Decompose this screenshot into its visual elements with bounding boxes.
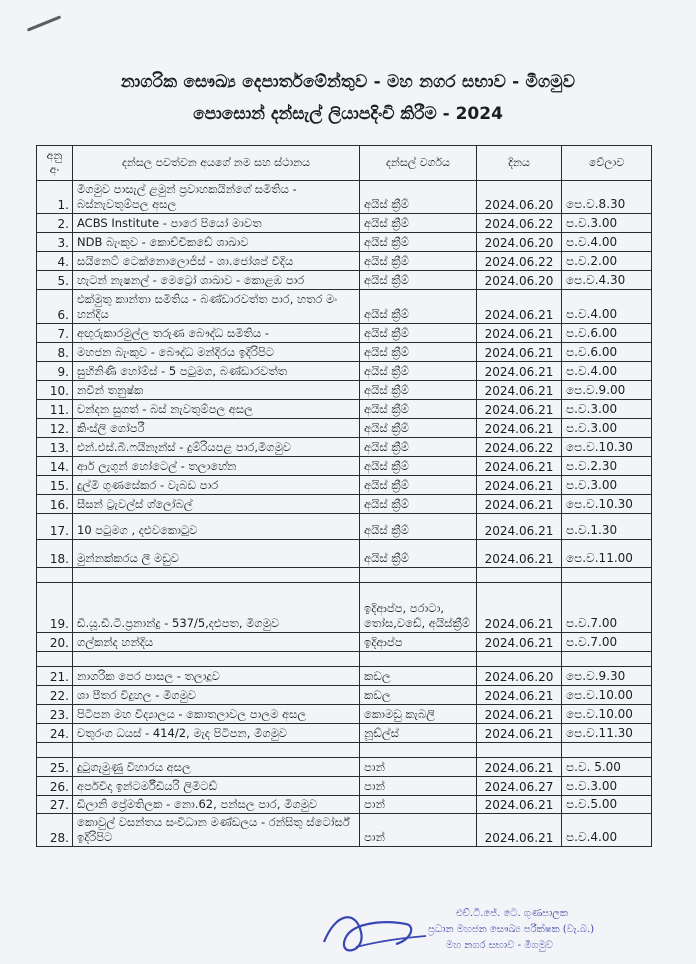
dansal-type-cell: අයිස් ක්‍රීම් (360, 400, 477, 419)
table-row (37, 758, 652, 777)
dansal-type-cell: පාන් (360, 777, 477, 796)
registration-title: පොසොන් දන්සැල් ලියාපදිංචි කිරීම - 2024 (193, 104, 503, 124)
row-number: 8. (37, 343, 73, 362)
row-number: 7. (37, 324, 73, 343)
dansal-type-cell: අයිස් ක්‍රීම් (360, 457, 477, 476)
row-number: 18. (37, 540, 73, 568)
date-cell: 2024.06.22 (477, 438, 562, 457)
blank-cell (360, 568, 477, 583)
time-cell: පෙ.ව.9.00 (562, 381, 652, 400)
table-row (37, 667, 652, 686)
row-number: 3. (37, 233, 73, 252)
date-cell: 2024.06.21 (477, 514, 562, 540)
date-cell: 2024.06.21 (477, 457, 562, 476)
dansal-type-cell: කොමඩු කැබලි (360, 705, 477, 724)
time-cell: ප.ව.3.00 (562, 214, 652, 233)
time-cell: ප.ව.3.00 (562, 777, 652, 796)
dansal-type-cell: අයිස් ක්‍රීම් (360, 343, 477, 362)
row-number: 28. (37, 814, 73, 847)
row-number: 11. (37, 400, 73, 419)
date-cell: 2024.06.27 (477, 777, 562, 796)
date-cell: 2024.06.22 (477, 252, 562, 271)
table-row (37, 400, 652, 419)
time-cell: ප.ව.3.00 (562, 476, 652, 495)
row-number: 20. (37, 633, 73, 652)
name-location-cell: එන්.එස්.බී.ෆයිනෑන්ස් - දුම්රියපළ පාර,මීගමුව (73, 438, 360, 457)
blank-cell (477, 652, 562, 667)
date-cell: 2024.06.21 (477, 758, 562, 777)
row-number: 15. (37, 476, 73, 495)
time-cell: ප.ව.1.30 (562, 514, 652, 540)
name-location-cell: නවීන් තනුෂ්ක (73, 381, 360, 400)
name-location-cell: ඩී.යූ.ඩී.ටී.ප්‍රනාන්දු - 537/5,දළුපත, මීගමුව (73, 583, 360, 633)
name-location-cell: මහජන බැංකුව - බෞද්ධ මන්දිරය ඉදිරිපිට (73, 343, 360, 362)
name-location-cell: මුන්නක්කරය ලී මඩුව (73, 540, 360, 568)
table-row (37, 214, 652, 233)
row-number: 19. (37, 583, 73, 633)
date-cell: 2024.06.21 (477, 343, 562, 362)
table-row (37, 514, 652, 540)
table-row (37, 724, 652, 743)
row-number: 2. (37, 214, 73, 233)
row-number: 13. (37, 438, 73, 457)
name-location-cell: සුහිනිණි හෝම්ස් - 5 පටුමග, බණ්ඩාරවත්ත (73, 362, 360, 381)
time-cell: ප.ව.3.00 (562, 419, 652, 438)
row-number: 9. (37, 362, 73, 381)
table-row (37, 252, 652, 271)
dansal-type-cell: අයිස් ක්‍රීම් (360, 271, 477, 290)
time-cell: ප.ව.5.00 (562, 796, 652, 814)
table-row (37, 633, 652, 652)
dansal-type-cell: අයිස් ක්‍රීම් (360, 476, 477, 495)
blank-cell (360, 743, 477, 758)
time-cell: පෙ.ව.10.30 (562, 495, 652, 514)
blank-row (37, 568, 652, 583)
time-cell: ප.ව.2.00 (562, 252, 652, 271)
name-location-cell: අඟුරුකාරමුල්ල තරුණ බෞද්ධ සමිතිය - (73, 324, 360, 343)
row-number: 27. (37, 796, 73, 814)
table-row (37, 233, 652, 252)
name-location-cell: දුටුගැමුණු විහාරය අසල (73, 758, 360, 777)
date-cell: 2024.06.21 (477, 814, 562, 847)
time-cell: ප.ව.4.00 (562, 233, 652, 252)
row-number: 25. (37, 758, 73, 777)
name-location-cell: චන්දන සුගත් - බස් නැවතුම්පල අසල (73, 400, 360, 419)
dansal-type-cell: පාන් (360, 758, 477, 777)
table-row (37, 476, 652, 495)
dansal-type-cell: අයිස් ක්‍රීම් (360, 324, 477, 343)
blank-cell (73, 568, 360, 583)
name-location-cell: ශා පීතර විදුහල - මීගමුව (73, 686, 360, 705)
time-cell: ප.ව.7.00 (562, 583, 652, 633)
date-cell: 2024.06.21 (477, 290, 562, 324)
name-location-cell: දුල්මි ගුණසේකර - වැබඩ පාර (73, 476, 360, 495)
table-row (37, 271, 652, 290)
row-number: 12. (37, 419, 73, 438)
column-header-date: දිනය (477, 146, 562, 181)
time-cell: පෙ.ව.10.00 (562, 686, 652, 705)
column-header-type: දන්සල් වර්ගය (360, 146, 477, 181)
time-cell: ප.ව.6.00 (562, 343, 652, 362)
table-row (37, 705, 652, 724)
table-row (37, 686, 652, 705)
name-location-cell: ආර් ලැගුන් හෝටෙල් - තලාහේන (73, 457, 360, 476)
table-header-row (37, 146, 652, 181)
time-cell: පෙ.ව.4.30 (562, 271, 652, 290)
row-number: 17. (37, 514, 73, 540)
dansal-type-cell: අයිස් ක්‍රීම් (360, 214, 477, 233)
name-location-cell: හැටන් නැෂනල් - මෙට්‍රෝ ශාඛාව - කොළඹ පාර (73, 271, 360, 290)
date-cell: 2024.06.21 (477, 362, 562, 381)
time-cell: පෙ.ව.11.00 (562, 540, 652, 568)
date-cell: 2024.06.21 (477, 381, 562, 400)
row-number: 24. (37, 724, 73, 743)
time-cell: ප.ව.2.30 (562, 457, 652, 476)
table-row (37, 181, 652, 214)
date-cell: 2024.06.22 (477, 214, 562, 233)
table-row (37, 419, 652, 438)
name-location-cell: ACBS Institute - පාරෙ පියෝ මාවත (73, 214, 360, 233)
table-row (37, 290, 652, 324)
date-cell: 2024.06.21 (477, 686, 562, 705)
date-cell: 2024.06.21 (477, 724, 562, 743)
name-location-cell: මීගමුව පාසැල් ළමුන් ප්‍රවාහකයින්ගේ සමිතිය - බස්නැවතුම්පල අසල (73, 181, 360, 214)
date-cell: 2024.06.21 (477, 705, 562, 724)
row-number: 21. (37, 667, 73, 686)
time-cell: පෙ.ව.11.30 (562, 724, 652, 743)
name-location-cell: එක්මුතු කාන්තා සමිතිය - බණ්ඩාරවත්ත පාර, හතර මං හන්දිය (73, 290, 360, 324)
dansal-type-cell: පාන් (360, 796, 477, 814)
date-cell: 2024.06.20 (477, 271, 562, 290)
name-location-cell: සයිනෙට් ටෙක්නොලොජිස් - ශා.ජෝශප් වීදිය (73, 252, 360, 271)
row-number: 6. (37, 290, 73, 324)
name-location-cell: කිංස්ලි ගෝපරී (73, 419, 360, 438)
time-cell: ප.ව.3.00 (562, 400, 652, 419)
row-number: 10. (37, 381, 73, 400)
dansal-type-cell: ඉදිආප්ප (360, 633, 477, 652)
date-cell: 2024.06.21 (477, 324, 562, 343)
date-cell: 2024.06.21 (477, 419, 562, 438)
dansal-type-cell: අයිස් ක්‍රීම් (360, 290, 477, 324)
signature-name: එච්.ටී.ජේ. ටෙ. ගුණපාලක (456, 908, 568, 919)
blank-cell (37, 568, 73, 583)
time-cell: පෙ.ව.10.30 (562, 438, 652, 457)
dansal-type-cell: පාන් (360, 814, 477, 847)
column-header-name-location: දන්සල පවත්වන අයගේ නම සහ ස්ථානය (73, 146, 360, 181)
dansal-type-cell: අයිස් ක්‍රීම් (360, 381, 477, 400)
row-number: 26. (37, 777, 73, 796)
signature-scribble-icon (316, 902, 436, 962)
row-number: 23. (37, 705, 73, 724)
dansal-type-cell: අයිස් ක්‍රීම් (360, 233, 477, 252)
time-cell: ප.ව.4.00 (562, 290, 652, 324)
time-cell: ප.ව.4.00 (562, 814, 652, 847)
dansal-type-cell: කඩල (360, 667, 477, 686)
table-row (37, 583, 652, 633)
column-header-number: අනු අං (37, 146, 73, 181)
dansal-type-cell: අයිස් ක්‍රීම් (360, 419, 477, 438)
name-location-cell: ඩිලානි ප්‍රේමතිලක - නො.62, පන්සල පාර, මීගමුව (73, 796, 360, 814)
blank-cell (37, 743, 73, 758)
dansal-type-cell: අයිස් ක්‍රීම් (360, 514, 477, 540)
date-cell: 2024.06.21 (477, 540, 562, 568)
date-cell: 2024.06.20 (477, 181, 562, 214)
time-cell: පෙ.ව.8.30 (562, 181, 652, 214)
dansal-type-cell: අයිස් ක්‍රීම් (360, 540, 477, 568)
name-location-cell: නාගරික පෙර පාසල - තලාදූව (73, 667, 360, 686)
table-row (37, 457, 652, 476)
dansal-type-cell: අයිස් ක්‍රීම් (360, 495, 477, 514)
blank-cell (73, 652, 360, 667)
row-number: 14. (37, 457, 73, 476)
dansal-type-cell: අයිස් ක්‍රීම් (360, 362, 477, 381)
name-location-cell: පිටිපන මහ විද්‍යාලය - කොතලාවල පාලම අසල (73, 705, 360, 724)
time-cell: පෙ.ව.10.00 (562, 705, 652, 724)
blank-cell (562, 743, 652, 758)
row-number: 22. (37, 686, 73, 705)
name-location-cell: කොවුල් වසන්තය සංවිධාන මණ්ඩලය - රන්සිතු ස්ටෝර්ස් ඉදිරිපිට (73, 814, 360, 847)
row-number: 1. (37, 181, 73, 214)
name-location-cell: 10 පටුමග , දළුවකොටුව (73, 514, 360, 540)
table-row (37, 796, 652, 814)
date-cell: 2024.06.21 (477, 400, 562, 419)
time-cell: ප.ව. 5.00 (562, 758, 652, 777)
date-cell: 2024.06.20 (477, 667, 562, 686)
name-location-cell: චතුරංග ධයස් - 414/2, මැද පිටිපන, මීගමුව (73, 724, 360, 743)
date-cell: 2024.06.20 (477, 233, 562, 252)
table-row (37, 814, 652, 847)
blank-cell (477, 743, 562, 758)
table-row (37, 381, 652, 400)
time-cell: පෙ.ව.9.30 (562, 667, 652, 686)
time-cell: ප.ව.4.00 (562, 362, 652, 381)
date-cell: 2024.06.21 (477, 796, 562, 814)
dansal-type-cell: අයිස් ක්‍රීම් (360, 438, 477, 457)
blank-cell (477, 568, 562, 583)
table-row (37, 438, 652, 457)
pen-mark (27, 15, 62, 31)
signature-office: මහ නගර සභාව - මීගමුව (446, 940, 553, 951)
name-location-cell: සීසන් ට්‍රැවල්ස් ග්ලෝබල් (73, 495, 360, 514)
table-row (37, 540, 652, 568)
column-header-time: වේලාව (562, 146, 652, 181)
table-row (37, 777, 652, 796)
dansal-registration-table (36, 145, 652, 847)
row-number: 4. (37, 252, 73, 271)
name-location-cell: ගල්කන්ද හන්දිය (73, 633, 360, 652)
dansal-type-cell: අයිස් ක්‍රීම් (360, 181, 477, 214)
date-cell: 2024.06.21 (477, 495, 562, 514)
date-cell: 2024.06.21 (477, 633, 562, 652)
name-location-cell: අර්පවිදා ඉන්ටර්මීඩියරි ලිමිටඩ් (73, 777, 360, 796)
blank-cell (73, 743, 360, 758)
name-location-cell: NDB බැංකුව - කොච්චිකඩේ ශාඛාව (73, 233, 360, 252)
table-row (37, 343, 652, 362)
time-cell: ප.ව.7.00 (562, 633, 652, 652)
blank-row (37, 652, 652, 667)
row-number: 5. (37, 271, 73, 290)
date-cell: 2024.06.21 (477, 583, 562, 633)
dansal-type-cell: ඉදිආප්ප, පරාටා, තෝස,වඩේ, අයිස්ක්‍රීම් (360, 583, 477, 633)
dansal-type-cell: නූඩ්ල්ස් (360, 724, 477, 743)
dansal-type-cell: අයිස් ක්‍රීම් (360, 252, 477, 271)
table-row (37, 495, 652, 514)
row-number: 16. (37, 495, 73, 514)
department-title: නාගරික සෞඛ්‍ය දෙපාර්තමේන්තුව - මහ නගර සභාව - මීගමුව (120, 72, 576, 92)
blank-cell (562, 568, 652, 583)
time-cell: ප.ව.6.00 (562, 324, 652, 343)
signature-stamp (316, 902, 686, 962)
signature-designation: ප්‍රධාන මහජන සෞඛ්‍ය පරීක්ෂක (වැ.බ.) (428, 924, 595, 935)
date-cell: 2024.06.21 (477, 476, 562, 495)
dansal-type-cell: කඩල (360, 686, 477, 705)
table-row (37, 362, 652, 381)
blank-cell (37, 652, 73, 667)
table-row (37, 324, 652, 343)
blank-row (37, 743, 652, 758)
blank-cell (562, 652, 652, 667)
blank-cell (360, 652, 477, 667)
